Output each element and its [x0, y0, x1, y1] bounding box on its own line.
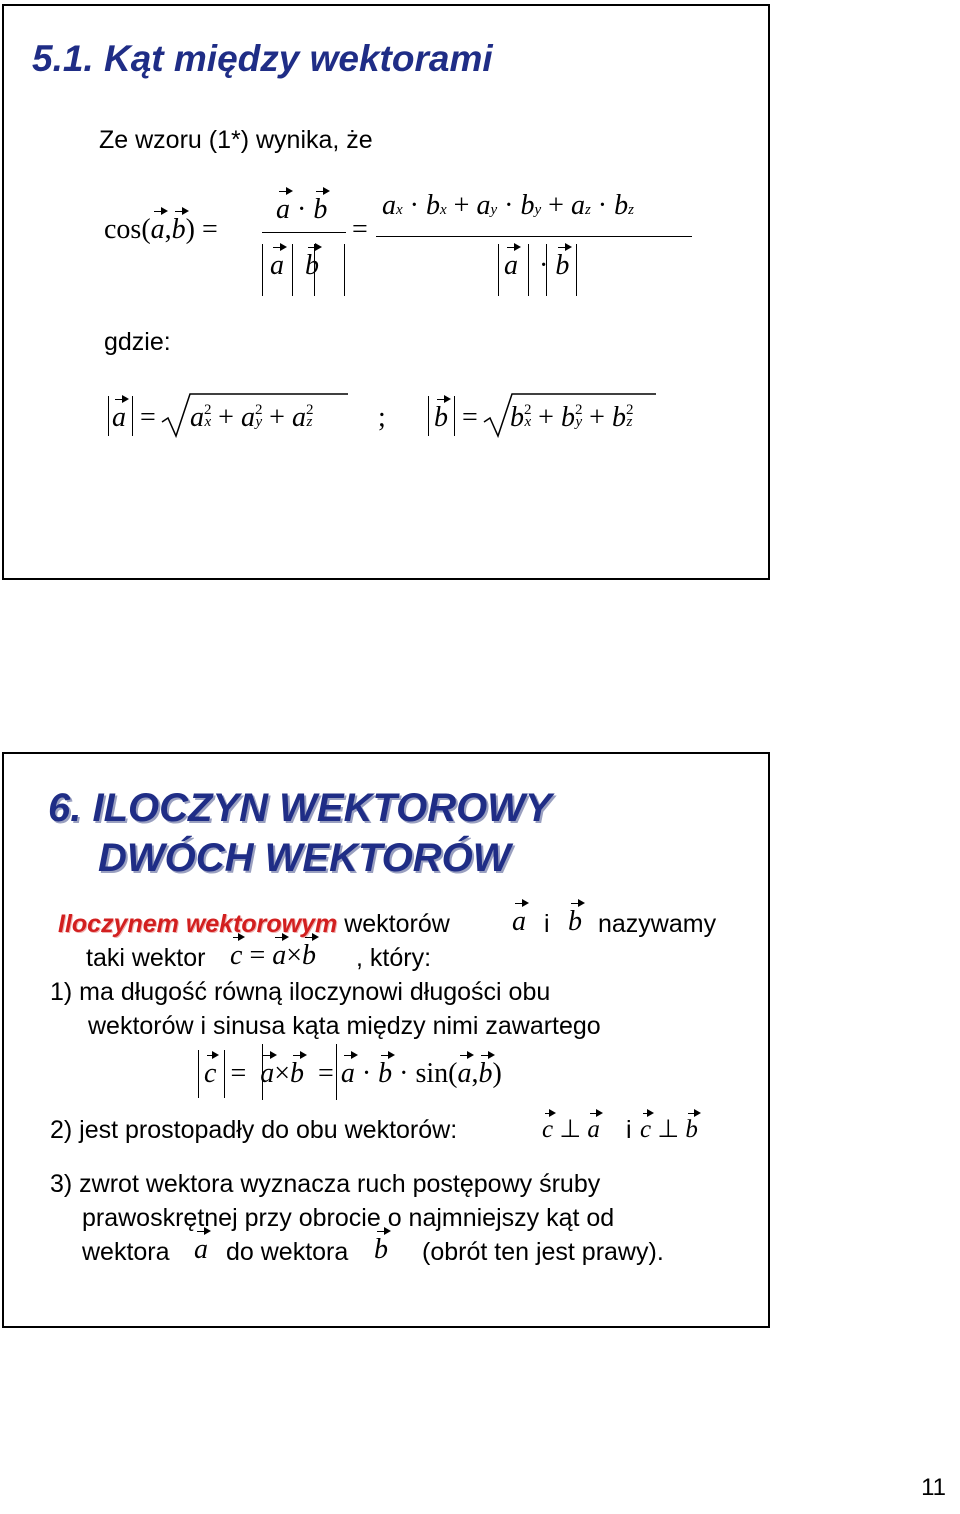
cos-label: cos( [104, 214, 151, 245]
fraction1-denominator: a b [270, 250, 319, 281]
magnitude-a-formula: a = [112, 402, 156, 433]
perp-c-b: c ⊥ b [640, 1116, 698, 1143]
point1-line2: wektorów i sinusa kąta między nimi zawartego [88, 1012, 601, 1040]
intro-text: Ze wzoru (1*) wynika, że [99, 126, 373, 154]
taki-wektor: taki wektor [86, 944, 206, 972]
cross-product-definition: c = a×b [230, 940, 317, 971]
cos-formula: cos(a,b) = [104, 214, 218, 245]
slide-title: 5.1. Kąt między wektorami [32, 38, 493, 79]
cross-magnitude-formula: c = a×b = a · b · sin(a,b) [204, 1058, 502, 1089]
definition-term: Iloczynem wektorowym [58, 910, 338, 938]
page-number: 11 [921, 1474, 946, 1501]
fraction1-numerator: a · b [276, 194, 328, 225]
point2-text: 2) jest prostopadły do obu wektorów: [50, 1116, 458, 1144]
definition-end: nazywamy [598, 910, 717, 938]
point3-line3-c: (obrót ten jest prawy). [422, 1238, 664, 1266]
fraction2-numerator: ax · bx + ay · by + az · bz [382, 190, 634, 221]
slide-title-line2: DWÓCH WEKTORÓW [98, 836, 511, 880]
point3-line2: prawoskrętnej przy obrocie o najmniejszy kąt od [82, 1204, 615, 1232]
definition-i: i [544, 910, 550, 938]
point3-line3-a: wektora [82, 1238, 170, 1266]
ktory-text: , który: [356, 944, 432, 972]
slide-kat-miedzy-wektorami: 5.1. Kąt między wektorami Ze wzoru (1*) wynika, że cos(a,b) = a · b a b = ax · bx + ay · by + az · bz a · b gdzie: a = $a^2x + a^2y + a^2z$ ; b = $b^2x + b^2y + b^2z$ [2, 4, 770, 580]
fraction2-line [376, 236, 692, 237]
point3-line1: 3) zwrot wektora wyznacza ruch postępowy śruby [50, 1170, 601, 1198]
perp-c-a: c ⊥ a [542, 1116, 600, 1143]
slide-iloczyn-wektorowy: 6. ILOCZYN WEKTOROWY DWÓCH WEKTORÓW Iloczynem wektorowym wektorów a i b nazywamy taki wektor c = a×b , który: 1) ma długość równą iloczynowi długości obu wektorów i sinusa kąta między nimi zawartego c = a×b = a · b · sin(a,b) 2) jest prostopadły do obu wektorów: c ⊥ a i c ⊥ b 3) zwrot wektora wyznacza ruch postępowy śruby prawoskrętnej przy obrocie o najmniejszy kąt od wektora a do wektora b (obrót ten jest prawy). [2, 752, 770, 1328]
point3-line3-b: do wektora [226, 1238, 349, 1266]
point2-i: i [626, 1116, 632, 1144]
slide-title-line1: 6. ILOCZYN WEKTOROWY [48, 786, 552, 830]
definition-text: wektorów [344, 910, 450, 938]
semicolon: ; [378, 402, 386, 433]
where-label: gdzie: [104, 328, 171, 356]
definition-line [58, 910, 450, 939]
point1-line1: 1) ma długość równą iloczynowi długości obu [50, 978, 551, 1006]
fraction1-line [262, 232, 346, 233]
magnitude-b-formula: b = [434, 402, 478, 433]
